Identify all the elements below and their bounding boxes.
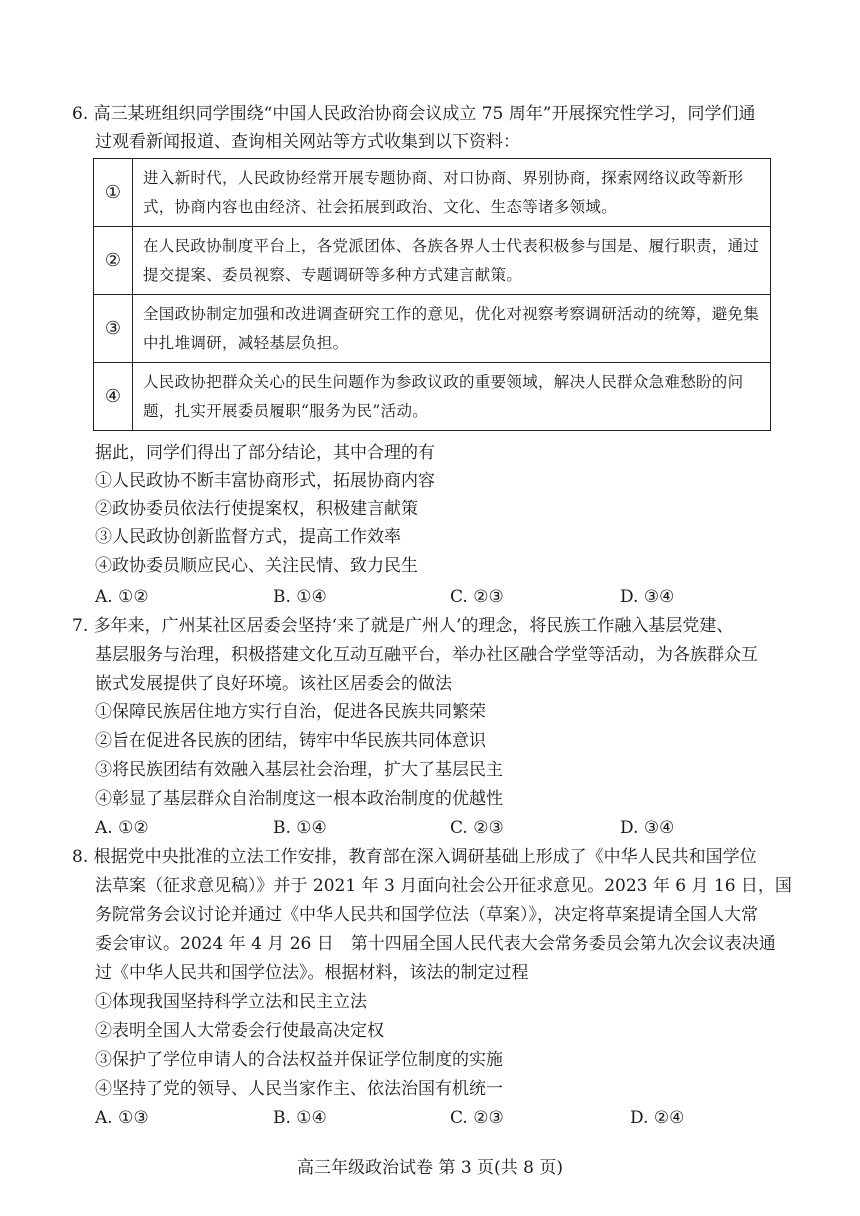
q6-stem-line2: 过观看新闻报道、查询相关网站等方式收集到以下资料： <box>95 132 520 152</box>
material-number: ④ <box>94 363 133 431</box>
material-text: 全国政协制定加强和改进调查研究工作的意见，优化对视察考察调研活动的统筹，避免集中扎堆调研，减轻基层负担。 <box>133 295 771 363</box>
q6-statement-4: ④政协委员顺应民心、关注民情、致力民生 <box>95 556 418 576</box>
q6-statement-1: ①人民政协不断丰富协商形式，拓展协商内容 <box>95 471 435 491</box>
q6-statement-2: ②政协委员依法行使提案权，积极建言献策 <box>95 499 418 519</box>
choice-d[interactable]: D. ③④ <box>620 818 675 838</box>
q7-statement-4: ④彰显了基层群众自治制度这一根本政治制度的优越性 <box>95 789 503 809</box>
q8-statement-2: ②表明全国人大常委会行使最高决定权 <box>95 1021 384 1041</box>
q6-lead: 据此，同学们得出了部分结论，其中合理的有 <box>95 443 435 463</box>
q7-statement-3: ③将民族团结有效融入基层社会治理，扩大了基层民主 <box>95 760 503 780</box>
material-row <box>94 295 771 363</box>
page-footer: 高三年级政治试卷 第 3 页(共 8 页) <box>297 1158 563 1178</box>
material-text: 进入新时代，人民政协经常开展专题协商、对口协商、界别协商，探索网络议政等新形式，协商内容也由经济、社会拓展到政治、文化、生态等诸多领域。 <box>133 159 771 227</box>
choice-d[interactable]: D. ③④ <box>620 587 675 607</box>
q7-choices <box>95 816 795 840</box>
q8-choices <box>95 1106 795 1130</box>
choice-b[interactable]: B. ①④ <box>273 587 327 607</box>
q6-materials-table <box>93 158 771 431</box>
q6-statement-3: ③人民政协创新监督方式，提高工作效率 <box>95 527 401 547</box>
q6-stem-line1: 6. 高三某班组织同学围绕“中国人民政治协商会议成立 75 周年”开展探究性学习，同学们通 <box>72 104 756 124</box>
q8-statement-1: ①体现我国坚持科学立法和民主立法 <box>95 992 367 1012</box>
q7-statement-2: ②旨在促进各民族的团结，铸牢中华民族共同体意识 <box>95 731 486 751</box>
q8-stem-line5: 过《中华人民共和国学位法》。根据材料，该法的制定过程 <box>95 963 529 983</box>
choice-a[interactable]: A. ①② <box>95 587 149 607</box>
choice-b[interactable]: B. ①④ <box>273 818 327 838</box>
q8-stem-line1: 8. 根据党中央批准的立法工作安排，教育部在深入调研基础上形成了《中华人民共和国学位 <box>72 847 757 867</box>
q7-stem-line1: 7. 多年来，广州某社区居委会坚持‘来了就是广州人’的理念，将民族工作融入基层党建、 <box>72 616 734 636</box>
material-text: 在人民政协制度平台上，各党派团体、各族各界人士代表积极参与国是、履行职责，通过提交提案、委员视察、专题调研等多种方式建言献策。 <box>133 227 771 295</box>
q8-statement-3: ③保护了学位申请人的合法权益并保证学位制度的实施 <box>95 1050 503 1070</box>
choice-d[interactable]: D. ②④ <box>630 1108 685 1128</box>
choice-a[interactable]: A. ①② <box>95 818 149 838</box>
material-number: ① <box>94 159 133 227</box>
material-text: 人民政协把群众关心的民生问题作为参政议政的重要领域，解决人民群众急难愁盼的问题，扎实开展委员履职“服务为民”活动。 <box>133 363 771 431</box>
material-row <box>94 227 771 295</box>
q7-statement-1: ①保障民族居住地方实行自治，促进各民族共同繁荣 <box>95 702 486 722</box>
q8-stem-line2: 法草案（征求意见稿）》并于 2021 年 3 月面向社会公开征求意见。2023 年 6 月 16 日，国 <box>95 876 792 896</box>
q7-stem-line3: 嵌式发展提供了良好环境。该社区居委会的做法 <box>95 674 452 694</box>
choice-b[interactable]: B. ①④ <box>273 1108 327 1128</box>
choice-c[interactable]: C. ②③ <box>450 1108 504 1128</box>
choice-c[interactable]: C. ②③ <box>450 818 504 838</box>
choice-a[interactable]: A. ①③ <box>95 1108 149 1128</box>
choice-c[interactable]: C. ②③ <box>450 587 504 607</box>
q8-statement-4: ④坚持了党的领导、人民当家作主、依法治国有机统一 <box>95 1079 503 1099</box>
material-number: ③ <box>94 295 133 363</box>
material-row <box>94 363 771 431</box>
q6-choices <box>95 585 795 609</box>
q7-stem-line2: 基层服务与治理，积极搭建文化互动互融平台，举办社区融合学堂等活动，为各族群众互 <box>95 645 758 665</box>
q8-stem-line4: 委会审议。2024 年 4 月 26 日 第十四届全国人民代表大会常务委员会第九次会议表决通 <box>95 934 776 954</box>
material-number: ② <box>94 227 133 295</box>
q8-stem-line3: 务院常务会议讨论并通过《中华人民共和国学位法（草案）》，决定将草案提请全国人大常 <box>95 905 758 925</box>
material-row <box>94 159 771 227</box>
